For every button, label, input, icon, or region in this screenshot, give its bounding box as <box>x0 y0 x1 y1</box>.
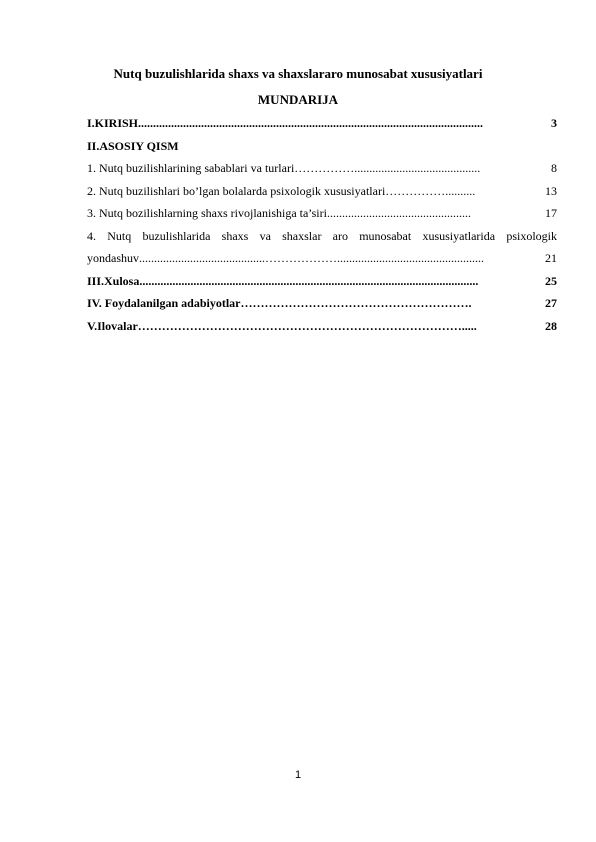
toc-entry-ilovalar <box>87 315 557 338</box>
toc-entry-leader: ..........................................………………................................................. <box>139 251 484 265</box>
toc-entry-label: 1. Nutq buzilishlarining sabablari va turlari <box>87 161 295 175</box>
toc-entry-page: 17 <box>545 206 557 220</box>
toc-entry-page: 25 <box>545 273 557 288</box>
toc-entry-4-line1 <box>87 225 557 248</box>
toc-heading: MUNDARIJA <box>257 92 339 107</box>
toc-entry-page: 3 <box>551 116 557 130</box>
toc-entry-leader: …………….......................................... <box>294 161 481 175</box>
toc-entry-label: yondashuv <box>87 251 139 265</box>
toc-entry-adabiyotlar <box>87 292 557 315</box>
toc-entry-page: 8 <box>551 161 557 175</box>
table-of-contents <box>87 112 557 337</box>
toc-entry-leader: …………….......... <box>385 183 476 198</box>
toc-entry-asosiy-qism <box>87 135 557 158</box>
toc-entry-page: 28 <box>545 318 557 333</box>
toc-entry-page: 21 <box>545 251 557 265</box>
toc-entry-2 <box>87 180 557 203</box>
toc-entry-label: II.ASOSIY QISM <box>87 138 179 153</box>
toc-entry-leader: ................................................ <box>326 206 471 220</box>
toc-entry-leader: ………………………………………………………………………..... <box>137 318 477 333</box>
toc-entry-page: 27 <box>545 296 557 310</box>
toc-entry-xulosa <box>87 270 557 293</box>
toc-entry-kirish <box>87 112 557 135</box>
toc-entry-4-line2 <box>87 247 557 270</box>
toc-entry-label: III.Xulosa <box>87 273 140 288</box>
toc-entry-label: 4. Nutq buzulishlarida shaxs va shaxslar aro munosabat xususiyatlarida psixologik <box>87 228 557 243</box>
toc-entry-label: IV. Foydalanilgan adabiyotlar <box>87 296 241 310</box>
toc-entry-label: V.Ilovalar <box>87 318 138 333</box>
toc-entry-3 <box>87 202 557 225</box>
toc-entry-leader: …………………………………………………. <box>240 296 472 310</box>
toc-entry-page: 13 <box>545 183 557 198</box>
toc-entry-label: I.KIRISH <box>87 116 139 130</box>
page-number: 1 <box>294 769 302 781</box>
toc-entry-label: 2. Nutq buzilishlari bo’lgan bolalarda psixologik xususiyatlari <box>87 183 386 198</box>
toc-entry-leader: ................................................................................................................... <box>138 116 484 130</box>
toc-entry-1 <box>87 157 557 180</box>
document-title: Nutq buzulishlarida shaxs va shaxslararo munosabat xususiyatlari <box>113 66 483 81</box>
toc-entry-leader: ................................................................................................................. <box>139 273 479 288</box>
toc-entry-label: 3. Nutq bozilishlarning shaxs rivojlanishiga ta’siri <box>87 206 327 220</box>
